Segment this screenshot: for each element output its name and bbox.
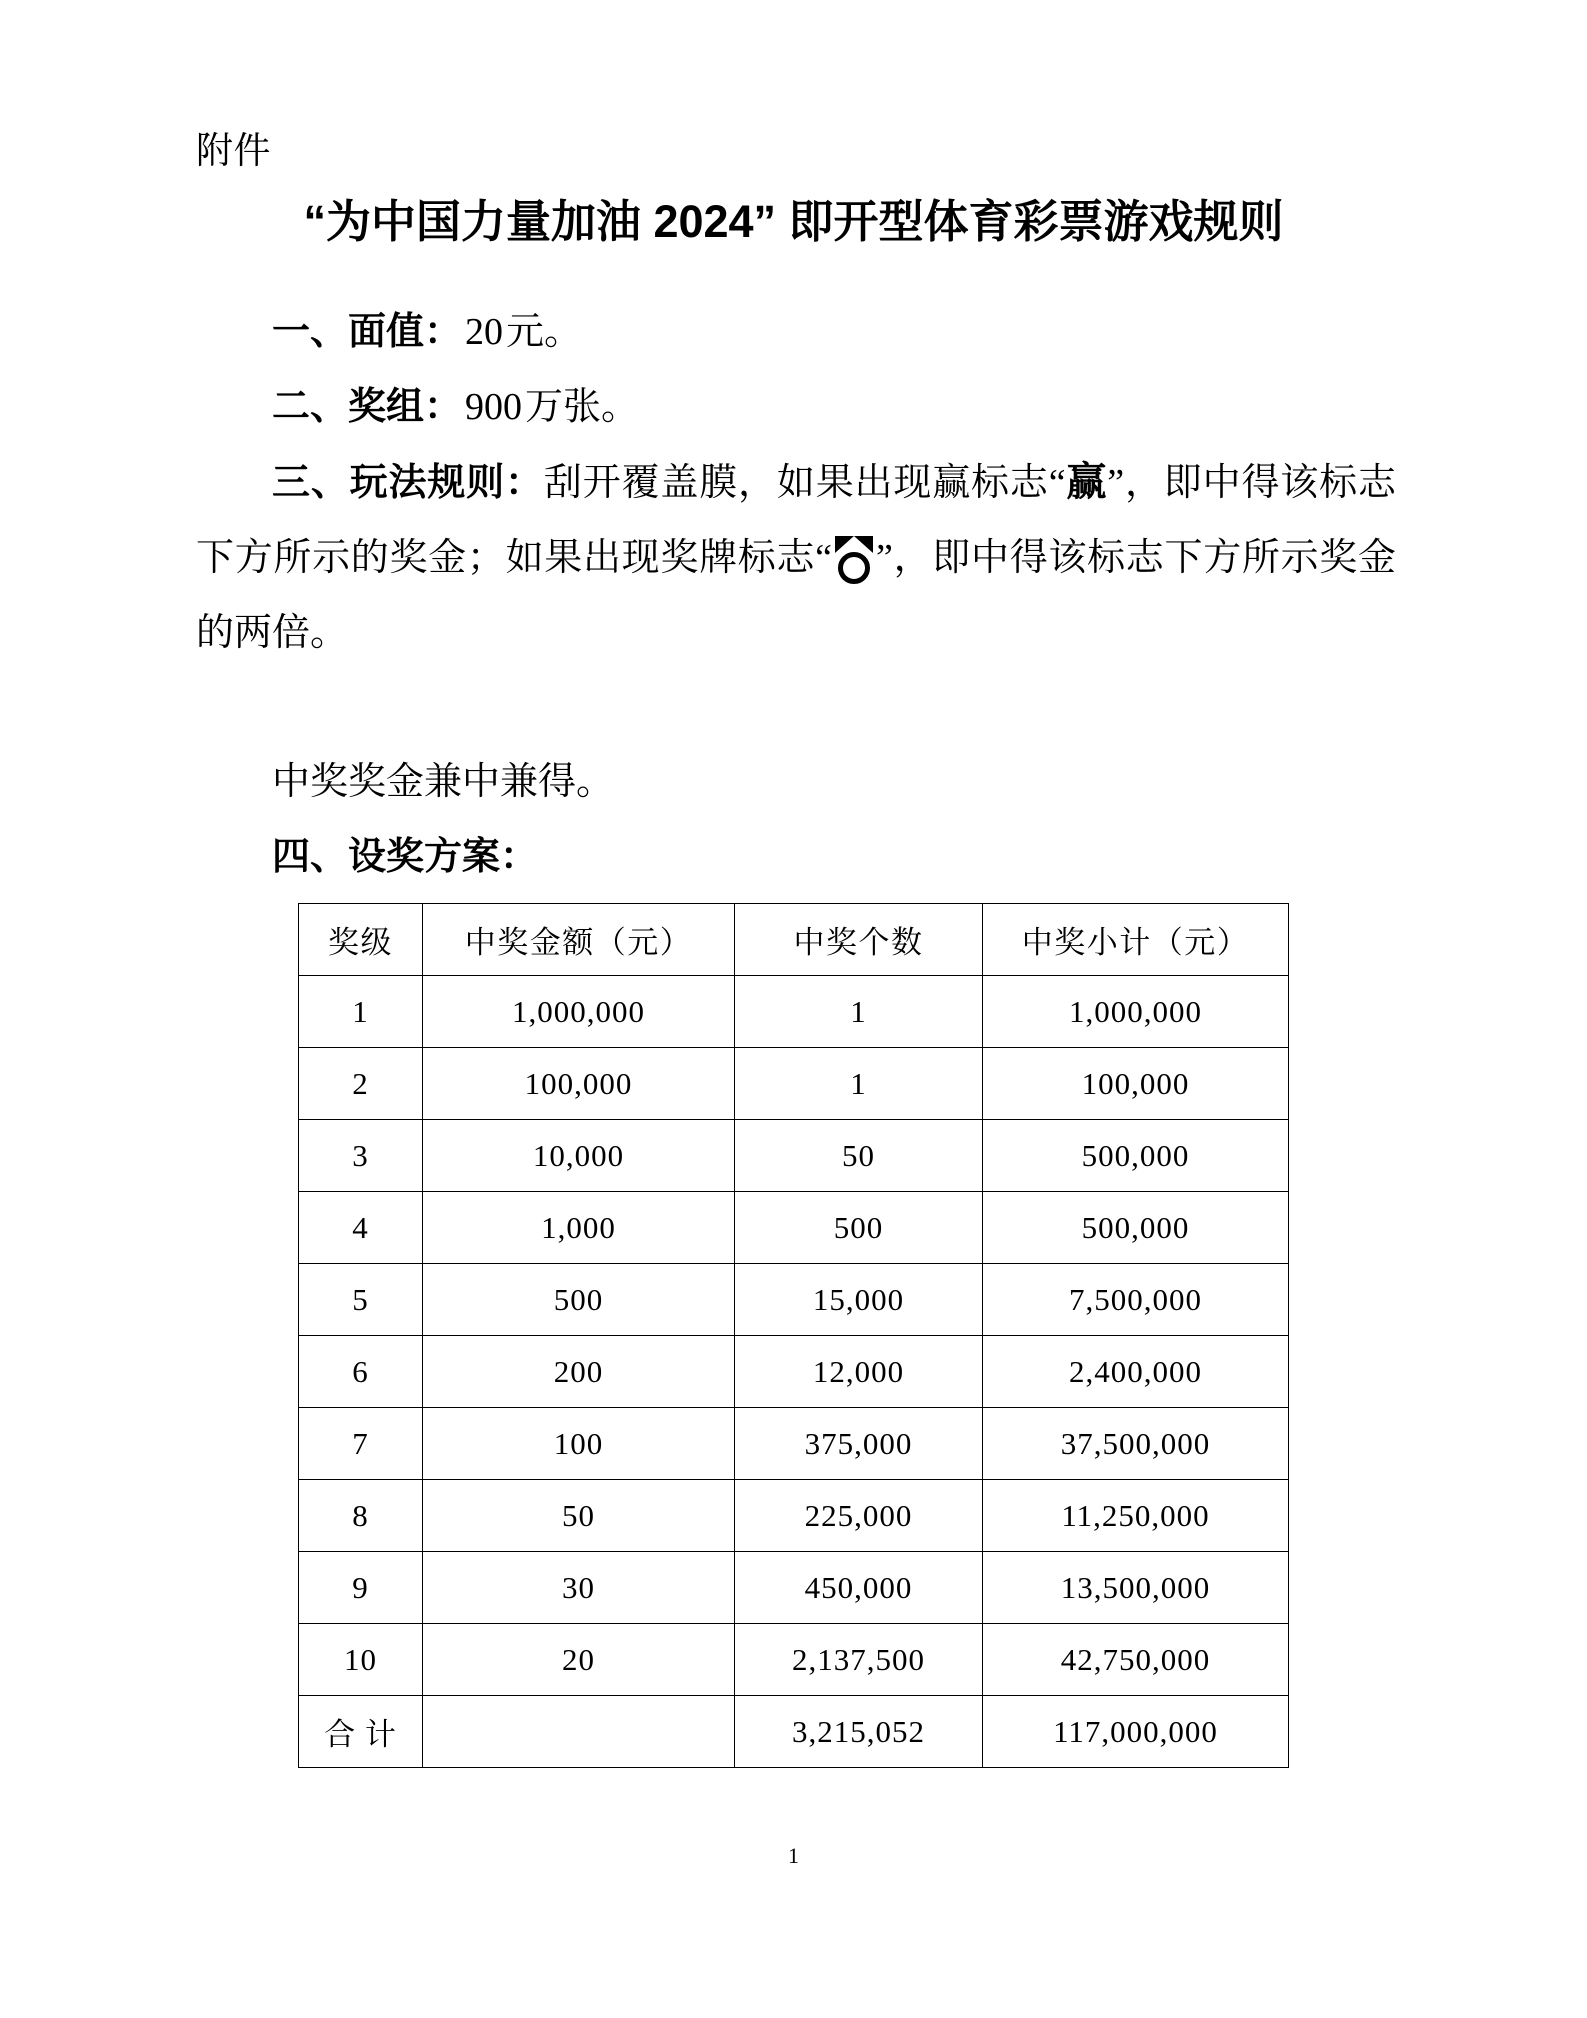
cell-prize-subtotal: 37,500,000 xyxy=(983,1408,1289,1480)
table-row xyxy=(299,1552,1289,1624)
cell-prize-count: 1 xyxy=(735,1048,983,1120)
cell-prize-amount: 1,000 xyxy=(423,1192,735,1264)
cell-prize-subtotal: 500,000 xyxy=(983,1120,1289,1192)
prize-group-tail: 万张。 xyxy=(525,386,640,428)
cell-prize-count: 12,000 xyxy=(735,1336,983,1408)
combine-note-paragraph: 中奖奖金兼中兼得。 xyxy=(272,761,615,803)
cell-prize-count: 1 xyxy=(735,976,983,1048)
prize-group-lead: 二、奖组： xyxy=(272,386,463,428)
prize-plan-heading: 四、设奖方案： xyxy=(272,836,539,878)
cell-prize-count: 50 xyxy=(735,1120,983,1192)
cell-prize-subtotal: 13,500,000 xyxy=(983,1552,1289,1624)
cell-prize-level: 2 xyxy=(299,1048,423,1120)
cell-prize-level: 6 xyxy=(299,1336,423,1408)
cell-prize-subtotal: 11,250,000 xyxy=(983,1480,1289,1552)
cell-prize-level: 7 xyxy=(299,1408,423,1480)
cell-prize-count: 450,000 xyxy=(735,1552,983,1624)
cell-prize-subtotal: 1,000,000 xyxy=(983,976,1289,1048)
table-row xyxy=(299,1120,1289,1192)
table-row xyxy=(299,1048,1289,1120)
section-prize-group xyxy=(196,370,1396,445)
table-row xyxy=(299,1408,1289,1480)
play-rules-lead: 三、玩法规则： xyxy=(272,462,544,504)
cell-prize-amount: 20 xyxy=(423,1624,735,1696)
column-header-prize-subtotal: 中奖小计（元） xyxy=(983,904,1289,976)
face-value-lead: 一、面值： xyxy=(272,311,463,353)
cell-prize-amount: 100,000 xyxy=(423,1048,735,1120)
attachment-label: 附件 xyxy=(196,130,271,171)
face-value-number: 20 xyxy=(465,311,504,353)
column-header-prize-count: 中奖个数 xyxy=(735,904,983,976)
table-row xyxy=(299,976,1289,1048)
cell-total-label: 合 计 xyxy=(299,1696,423,1768)
cell-total-subtotal: 117,000,000 xyxy=(983,1696,1289,1768)
cell-prize-amount: 10,000 xyxy=(423,1120,735,1192)
cell-prize-amount: 500 xyxy=(423,1264,735,1336)
cell-prize-count: 2,137,500 xyxy=(735,1624,983,1696)
cell-prize-level: 10 xyxy=(299,1624,423,1696)
cell-total-count: 3,215,052 xyxy=(735,1696,983,1768)
cell-prize-subtotal: 42,750,000 xyxy=(983,1624,1289,1696)
play-rules-text-after-win: ”，即中得该标志下方所示的奖金；如果出现奖牌标志“ xyxy=(196,462,1396,579)
medal-icon xyxy=(833,536,875,584)
win-symbol: 赢 xyxy=(1065,460,1108,504)
cell-prize-amount: 50 xyxy=(423,1480,735,1552)
cell-prize-level: 1 xyxy=(299,976,423,1048)
cell-prize-level: 4 xyxy=(299,1192,423,1264)
cell-prize-level: 5 xyxy=(299,1264,423,1336)
cell-prize-count: 225,000 xyxy=(735,1480,983,1552)
cell-prize-count: 375,000 xyxy=(735,1408,983,1480)
section-face-value xyxy=(196,295,1396,370)
column-header-prize-level: 奖级 xyxy=(299,904,423,976)
medal-ribbon-icon xyxy=(835,536,873,553)
cell-prize-subtotal: 500,000 xyxy=(983,1192,1289,1264)
cell-prize-level: 9 xyxy=(299,1552,423,1624)
face-value-paragraph xyxy=(196,295,1396,370)
table-row xyxy=(299,1624,1289,1696)
play-rules-text-after-medal: ”，即中得该标志下方所示奖金的两倍。 xyxy=(196,537,1396,654)
play-rules-paragraph xyxy=(196,445,1396,671)
cell-total-amount xyxy=(423,1696,735,1768)
section-combine-note xyxy=(196,745,1396,820)
prize-table-header xyxy=(299,904,1289,976)
cell-prize-amount: 200 xyxy=(423,1336,735,1408)
cell-prize-amount: 100 xyxy=(423,1408,735,1480)
column-header-prize-amount: 中奖金额（元） xyxy=(423,904,735,976)
cell-prize-subtotal: 7,500,000 xyxy=(983,1264,1289,1336)
prize-table-container xyxy=(298,903,1288,1768)
table-total-row xyxy=(299,1696,1289,1768)
play-rules-text-before-win: 刮开覆盖膜，如果出现赢标志“ xyxy=(543,462,1066,504)
section-play-rules xyxy=(196,445,1396,671)
prize-table-body xyxy=(299,976,1289,1768)
table-row xyxy=(299,1480,1289,1552)
medal-disc-icon xyxy=(838,552,870,584)
prize-table xyxy=(298,903,1289,1768)
table-row xyxy=(299,1192,1289,1264)
table-row xyxy=(299,1264,1289,1336)
page-number: 1 xyxy=(788,1843,799,1868)
prize-group-number: 900 xyxy=(465,386,523,428)
cell-prize-subtotal: 100,000 xyxy=(983,1048,1289,1120)
table-header-row xyxy=(299,904,1289,976)
table-row xyxy=(299,1336,1289,1408)
page-title: “为中国力量加油 2024” 即开型体育彩票游戏规则 xyxy=(303,196,1284,247)
cell-prize-level: 8 xyxy=(299,1480,423,1552)
prize-group-paragraph xyxy=(196,370,1396,445)
cell-prize-subtotal: 2,400,000 xyxy=(983,1336,1289,1408)
cell-prize-amount: 1,000,000 xyxy=(423,976,735,1048)
face-value-tail: 元。 xyxy=(506,311,583,353)
cell-prize-level: 3 xyxy=(299,1120,423,1192)
cell-prize-amount: 30 xyxy=(423,1552,735,1624)
cell-prize-count: 15,000 xyxy=(735,1264,983,1336)
cell-prize-count: 500 xyxy=(735,1192,983,1264)
